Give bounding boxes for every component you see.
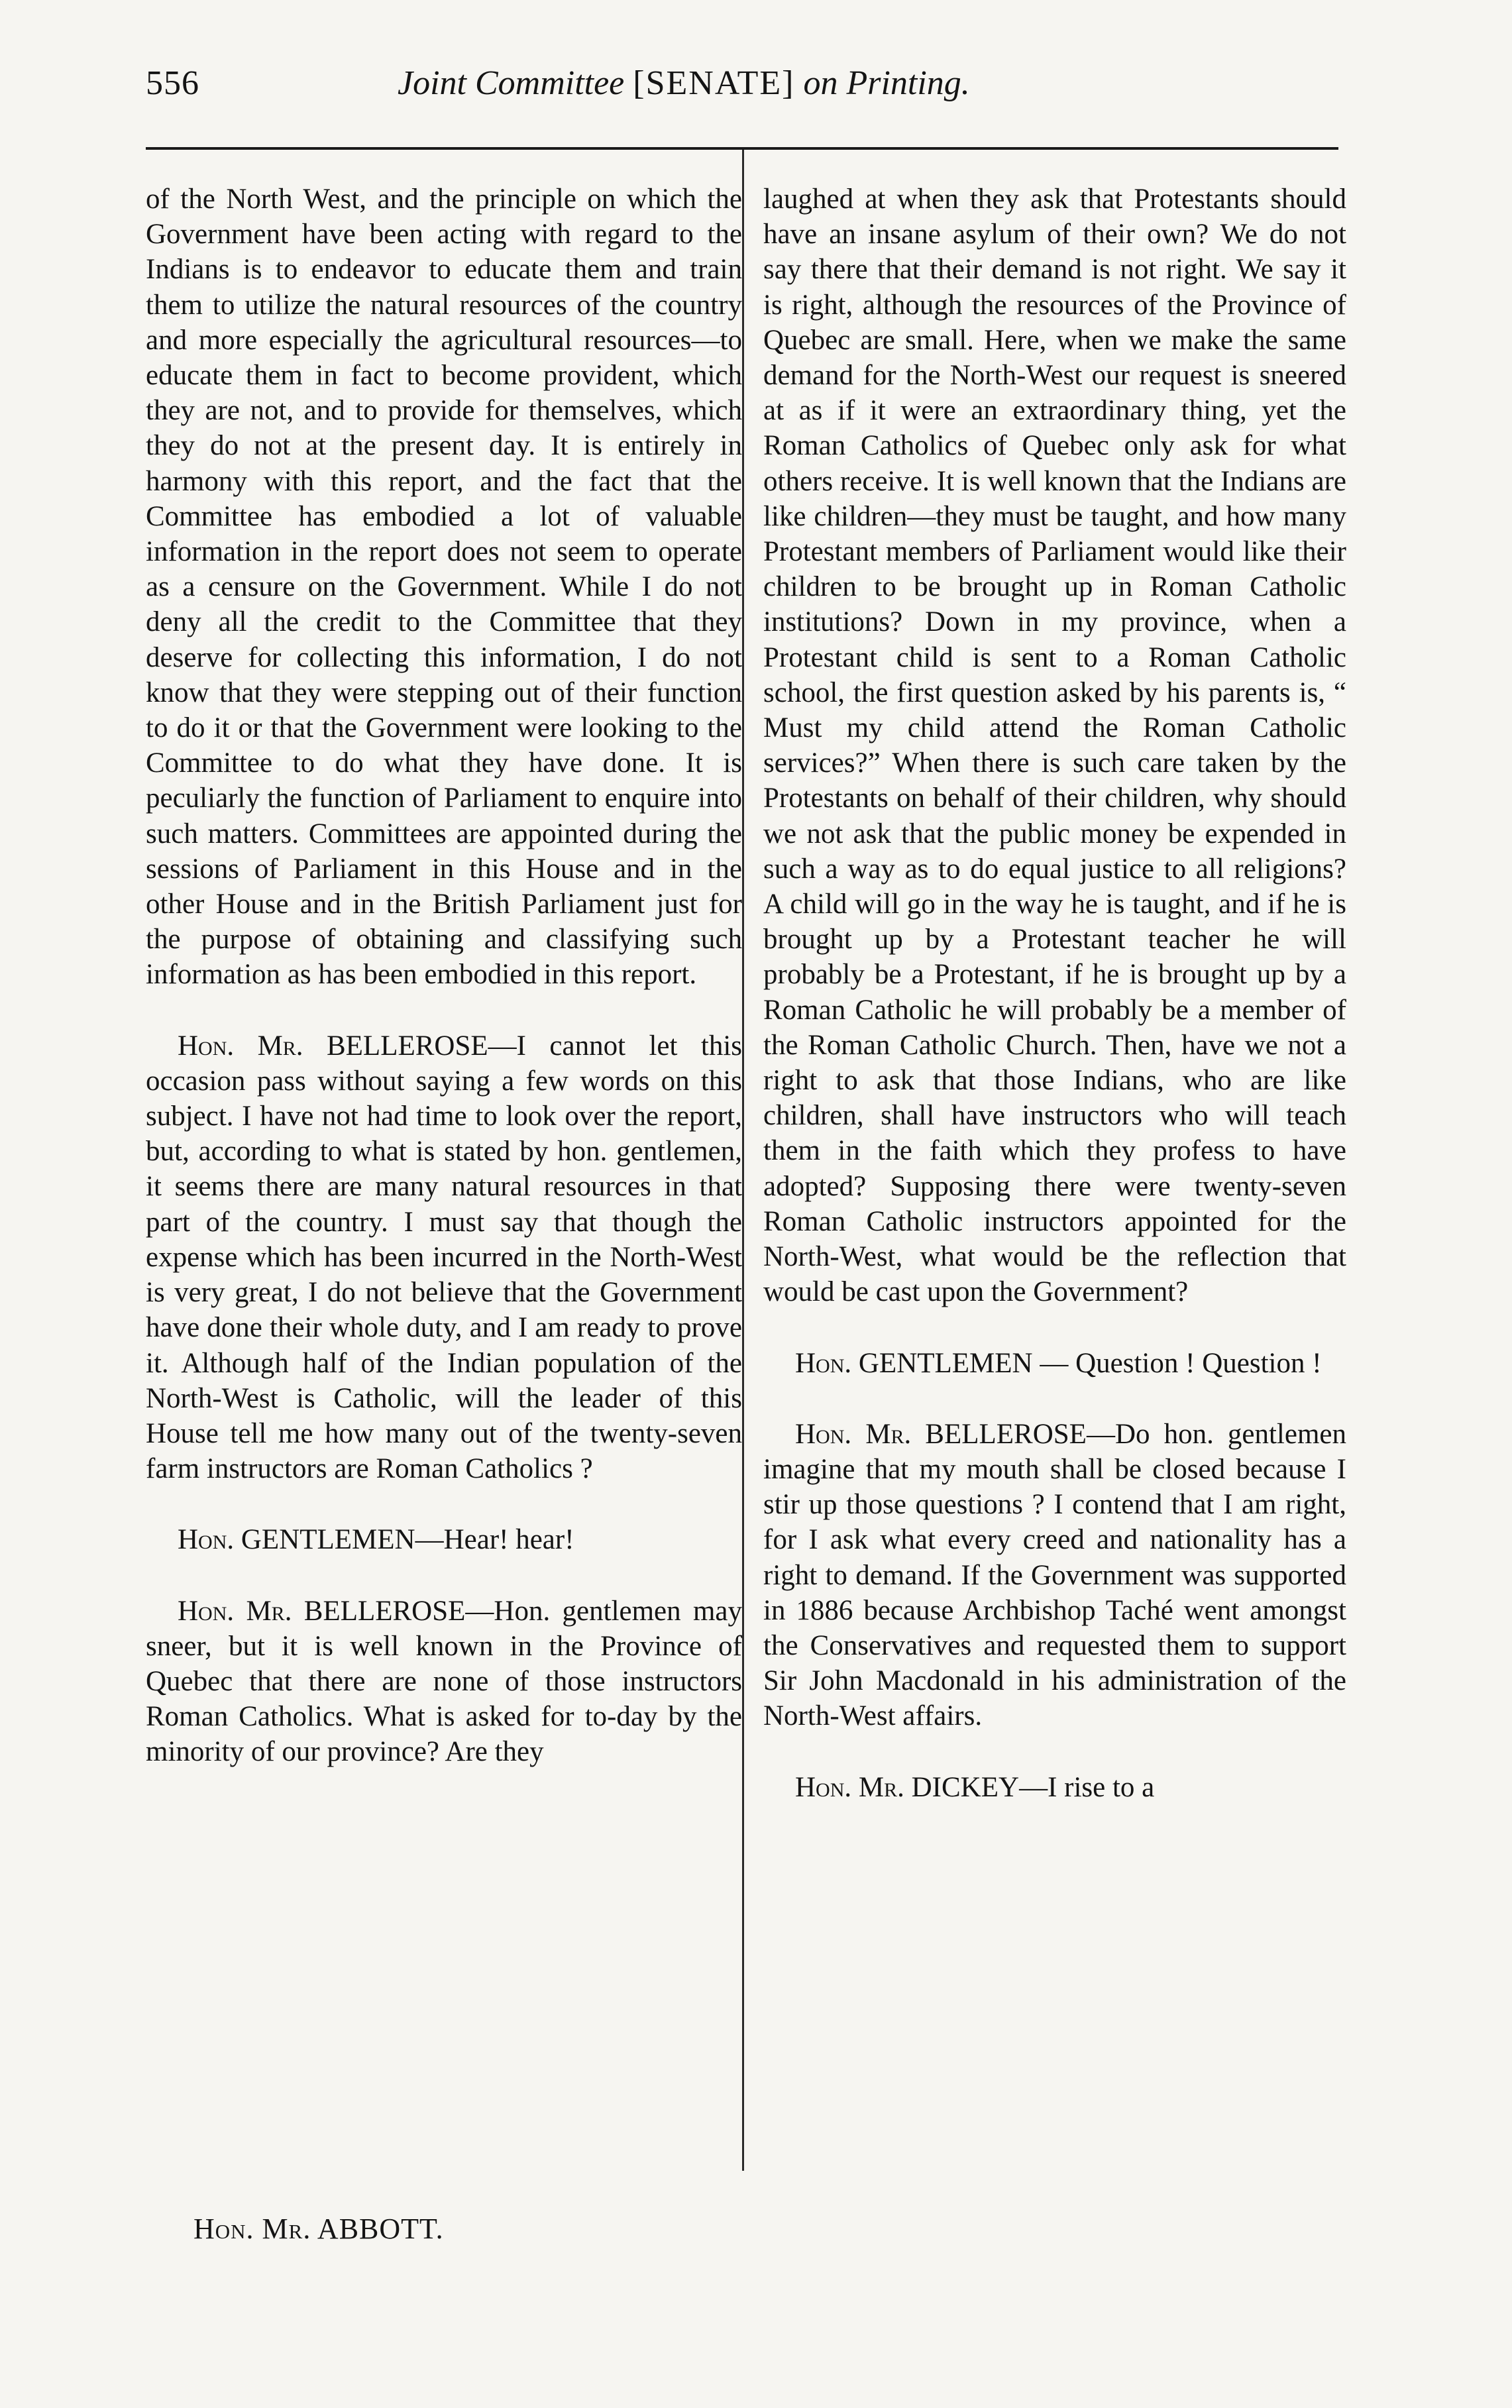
running-title-right: on Printing. (794, 64, 970, 102)
left-column (146, 182, 742, 1806)
speech-text: — Question ! Question ! (1032, 1347, 1322, 1379)
right-column (763, 182, 1346, 1841)
speech-text: —Hon. gentlemen may sneer, but it is well known in the Province of Quebec that there are none of those instructors Roman Catholics. What is asked for to-day by the minority of our province? Are they (146, 1595, 742, 1768)
speech-paragraph (146, 1522, 742, 1557)
running-title-left: Joint Committee (398, 64, 633, 102)
speech-text: —Do hon. gentlemen imagine that my mouth shall be closed because I stir up those questions ? I contend that I am right, for I ask what every creed and nationality has a right to demand. If the Government was supported in 1886 because Archbishop Taché went amongst the Conservatives and requested them to support Sir John Macdonald in his administration of the North-West affairs. (763, 1418, 1346, 1732)
speech-paragraph (763, 1346, 1346, 1381)
column-divider (742, 150, 744, 2171)
speaker-name: Hon. Mr. BELLEROSE (178, 1030, 488, 1062)
speaker-name: Hon. Mr. BELLEROSE (178, 1595, 466, 1627)
speech-text: —I cannot let this occasion pass without saying a few words on this subject. I have not had time to look over the report, but, according to what is stated by hon. gentlemen, it seems there are many natural resources in that part of the country. I must say that though the expense which has been incurred in the North-West is very great, I do not believe that the Government have done their whole duty, and I am ready to prove it. Although half of the Indian population of the North-West is Catholic, will the leader of this House tell me how many out of the twenty-seven farm instructors are Roman Catholics ? (146, 1030, 742, 1485)
running-header (146, 64, 1338, 117)
speech-text: —I rise to a (1019, 1771, 1155, 1803)
running-title (398, 64, 970, 103)
speech-paragraph (146, 1028, 742, 1487)
paragraph-text: of the North West, and the principle on which the Government have been acting with regard to the Indians is to endeavor to educate them and train them to utilize the natural resources of the country and more especially the agricultural resources—to educate them in fact to become provident, which they are not, and to provide for themselves, which they do not at the present day. It is entirely in harmony with this report, and the fact that the Committee has embodied a lot of valuable information in the report does not seem to operate as a censure on the Government. While I do not deny all the credit to the Committee that they deserve for collecting this information, I do not know that they were stepping out of their function to do it or that the Government were looking to the Committee to do what they have done. It is peculiarly the function of Parliament to enquire into such matters. Committees are appointed during the sessions of Parliament in this House and in the other House and in the British Parliament just for the purpose of obtaining and classifying such information as has been embodied in this report. (146, 184, 742, 991)
speech-paragraph (146, 1594, 742, 1770)
running-title-senate: [SENATE] (633, 64, 795, 102)
speech-paragraph (763, 1417, 1346, 1734)
speech-text: —Hear! hear! (415, 1524, 574, 1556)
paragraph-text: laughed at when they ask that Protestants should have an insane asylum of their own? We do not say there that their demand is not right. We say it is right, although the resources of the Province of Quebec are small. Here, when we make the same demand for the North-West our request is sneered at as if it were an extraordinary thing, yet the Roman Catholics of Quebec only ask for what others receive. It is well known that the Indians are like children—they must be taught, and how many Protestant members of Parliament would like their children to be brought up in Roman Catholic institutions? Down in my province, when a Protestant child is sent to a Roman Catholic school, the first question asked by his parents is, “ Must my child attend the Roman Catholic services?” When there is such care taken by the Protestants on behalf of their children, why should we not ask that the public money be expended in such a way as to do equal justice to all religions? A child will go in the way he is taught, and if he is brought up by a Protestant teacher he will probably be a Protestant, if he is brought up by a Roman Catholic he will probably be a member of the Roman Catholic Church. Then, have we not a right to ask that those Indians, who are like children, shall have instructors who will teach them in the faith which they profess to have adopted? Supposing there were twenty-seven Roman Catholic instructors appointed for the North-West, what would be the reflection that would be cast upon the Government? (763, 184, 1346, 1308)
speaker-name: Hon. Mr. BELLEROSE (795, 1418, 1087, 1450)
speaker-name: Hon. GENTLEMEN (178, 1524, 415, 1556)
page-number: 556 (146, 64, 199, 102)
speaker-name: Hon. GENTLEMEN (795, 1347, 1033, 1379)
footer-speaker-name: Hon. Mr. ABBOTT. (193, 2213, 444, 2245)
paragraph-continuation (763, 182, 1346, 1310)
paragraph-continuation (146, 182, 742, 993)
speech-paragraph (763, 1770, 1346, 1805)
speaker-name: Hon. Mr. DICKEY (795, 1771, 1020, 1803)
